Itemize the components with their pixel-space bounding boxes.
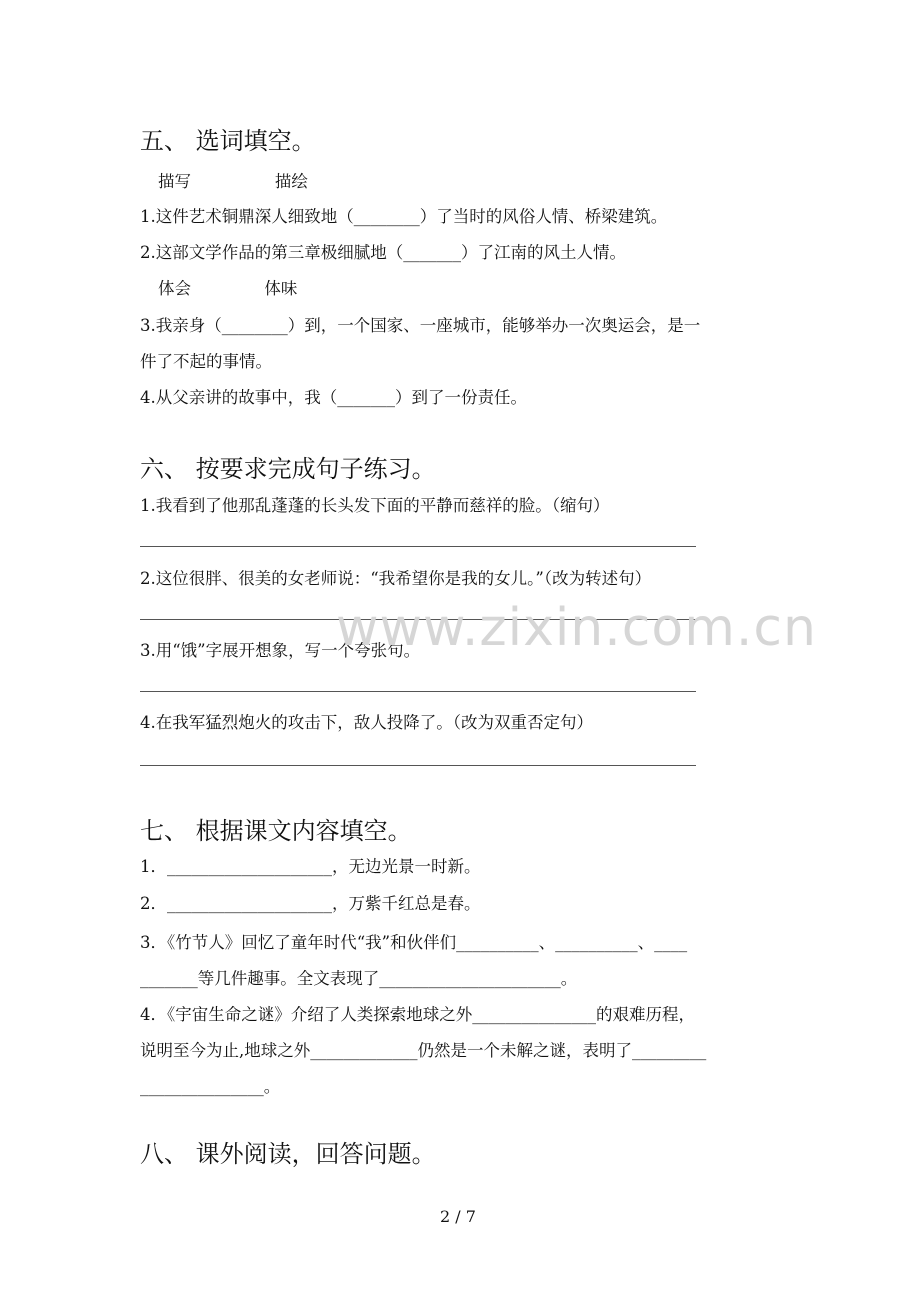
question-6-2: 2.这位很胖、很美的女老师说：“我希望你是我的女儿。”（改为转述句） — [140, 569, 652, 588]
question-7-3-line2: _______等几件趣事。全文表现了______________________。 — [140, 969, 578, 988]
section-7-title: 七、 根据课文内容填空。 — [140, 817, 412, 845]
answer-line — [140, 546, 696, 547]
question-5-4: 4.从父亲讲的故事中，我（_______）到了一份责任。 — [140, 388, 527, 407]
section-5-title: 五、 选词填空。 — [140, 127, 316, 155]
question-7-4-line1: 4．《宇宙生命之谜》介绍了人类探索地球之外_______________的艰难历程， — [140, 1005, 695, 1024]
word-choices-2: 体会 体味 — [158, 279, 298, 298]
word-choices-1: 描写 描绘 — [158, 172, 308, 191]
question-5-3-line1: 3.我亲身（________）到，一个国家、一座城市，能够举办一次奥运会，是一 — [140, 316, 701, 335]
question-5-3-line2: 件了不起的事情。 — [140, 352, 272, 371]
question-6-3: 3.用“饿”字展开想象，写一个夸张句。 — [140, 641, 421, 660]
answer-line — [140, 691, 696, 692]
question-6-4: 4.在我军猛烈炮火的攻击下，敌人投降了。（改为双重否定句） — [140, 713, 593, 732]
question-5-2: 2.这部文学作品的第三章极细腻地（_______）了江南的风土人情。 — [140, 243, 626, 262]
question-7-3-line1: 3．《竹节人》回忆了童年时代“我”和伙伴们__________、__________、____ — [140, 933, 688, 952]
question-6-1: 1.我看到了他那乱蓬蓬的长头发下面的平静而慈祥的脸。（缩句） — [140, 496, 610, 515]
section-8-title: 八、 课外阅读，回答问题。 — [140, 1140, 436, 1168]
question-7-4-line3: _______________。 — [140, 1077, 281, 1096]
question-5-1: 1.这件艺术铜鼎深人细致地（________）了当时的风俗人情、桥梁建筑。 — [140, 207, 668, 226]
page-number: 2 / 7 — [440, 1207, 476, 1226]
answer-line — [140, 765, 696, 766]
question-7-2: 2．____________________，万紫千红总是春。 — [140, 894, 481, 913]
watermark: www.zixin.com.cn — [336, 598, 817, 658]
question-7-1: 1．____________________，无边光景一时新。 — [140, 857, 481, 876]
question-7-4-line2: 说明至今为止,地球之外_____________仍然是一个未解之谜，表明了_________ — [140, 1041, 707, 1060]
section-6-title: 六、 按要求完成句子练习。 — [140, 455, 436, 483]
